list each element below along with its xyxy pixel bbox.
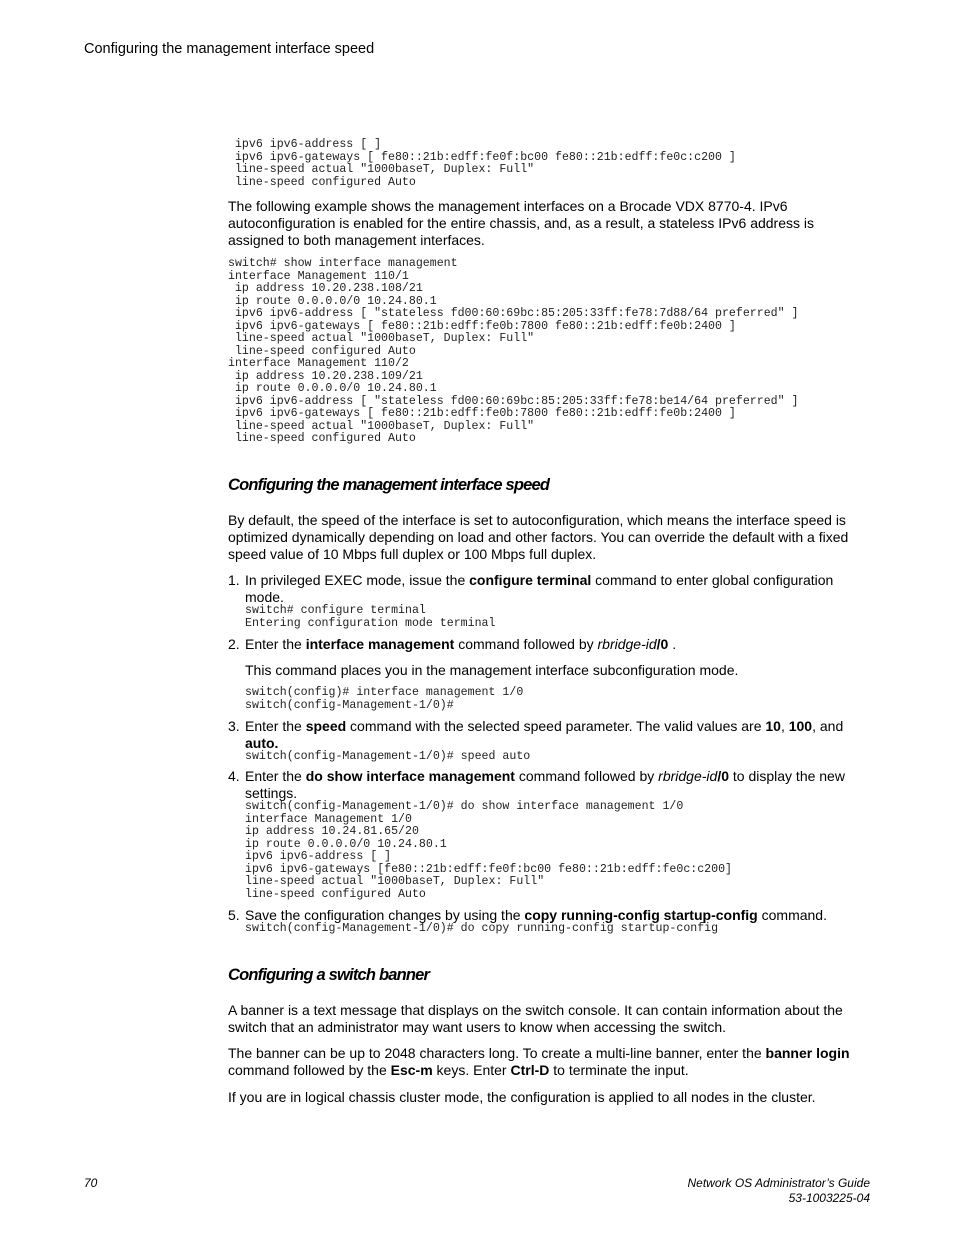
step-2-note: This command places you in the management interface subconfiguration mode. <box>245 662 739 678</box>
example-intro-paragraph: The following example shows the management interfaces on a Brocade VDX 8770-4. IPv6 autoconfiguration is enabled for the entire chassis, and, as a result, a stateless IPv6 address is assigned to both management interfaces. <box>228 198 814 248</box>
step-number: 5. <box>228 907 240 923</box>
parameter-name: rbridge-id <box>597 636 657 652</box>
code-block-ipv6-tail: ipv6 ipv6-address [ ] ipv6 ipv6-gateways [ fe80::21b:edff:fe0f:bc00 fe80::21b:edff:fe0c:c200 ] line-speed actual "1000baseT, Duplex: Full" line-speed configured Auto <box>234 138 736 189</box>
step-text: Save the configuration changes by using the copy running-config startup-config command. <box>245 907 827 923</box>
interface-speed-intro: By default, the speed of the interface is set to autoconfiguration, which means the interface speed is optimized dynamically depending on load and other factors. You can override the default with a fixed speed value of 10 Mbps full duplex or 100 Mbps full duplex. <box>228 512 849 562</box>
banner-cluster-paragraph: If you are in logical chassis cluster mode, the configuration is applied to all nodes in the cluster. <box>228 1089 816 1105</box>
banner-intro-paragraph: A banner is a text message that displays on the switch console. It can contain information about the switch that an administrator may want users to know when accessing the switch. <box>228 1002 843 1035</box>
key-name: Ctrl-D <box>510 1062 550 1078</box>
step-number: 2. <box>228 636 240 652</box>
command-name: copy running-config startup-config <box>524 907 758 923</box>
parameter-name: rbridge-id <box>658 768 718 784</box>
code-block-step-3: switch(config-Management-1/0)# speed auto <box>245 750 531 763</box>
command-name: interface management <box>305 636 455 652</box>
command-name: do show interface management <box>305 768 515 784</box>
section-heading-interface-speed: Configuring the management interface speed <box>228 476 550 494</box>
command-name: banner login <box>765 1045 850 1061</box>
doc-number: 53-1003225-04 <box>788 1191 870 1205</box>
command-name: speed <box>305 718 347 734</box>
command-name: configure terminal <box>469 572 592 588</box>
banner-length-paragraph: The banner can be up to 2048 characters long. To create a multi-line banner, enter the banner login command followed by the Esc-m keys. Enter Ctrl-D to terminate the input. <box>228 1045 850 1078</box>
running-header: Configuring the management interface speed <box>84 41 375 57</box>
code-block-step-5: switch(config-Management-1/0)# do copy running-config startup-config <box>245 922 719 935</box>
step-text: Enter the do show interface management command followed by rbridge-id/0 to display the new settings. <box>245 768 845 801</box>
code-block-step-1: switch# configure terminal Entering configuration mode terminal <box>245 604 496 630</box>
step-number: 3. <box>228 718 240 734</box>
code-block-step-2: switch(config)# interface management 1/0 switch(config-Management-1/0)# <box>245 686 524 712</box>
step-text: In privileged EXEC mode, issue the configure terminal command to enter global configuration mode. <box>245 572 834 605</box>
key-name: Esc-m <box>390 1062 433 1078</box>
step-number: 1. <box>228 572 240 588</box>
step-text: Enter the interface management command followed by rbridge-id/0 . <box>245 636 677 652</box>
page-number: 70 <box>84 1176 98 1190</box>
doc-title: Network OS Administrator’s Guide <box>687 1176 870 1190</box>
step-text: Enter the speed command with the selected speed parameter. The valid values are 10, 100, and auto. <box>245 718 844 751</box>
code-block-step-4: switch(config-Management-1/0)# do show interface management 1/0 interface Management 1/0 ip address 10.24.81.65/20 ip route 0.0.0.0/0 10.24.80.1 ipv6 ipv6-address [ ] ipv6 ipv6-gateways [fe80::21b:edff:fe0f:bc00 fe80::21b:edff:fe0c:c200] line-speed actual "1000baseT, Duplex: Full" line-speed configured Auto <box>245 800 733 901</box>
step-number: 4. <box>228 768 240 784</box>
code-block-show-interface: switch# show interface management interface Management 110/1 ip address 10.20.238.108/21 ip route 0.0.0.0/0 10.24.80.1 ipv6 ipv6-address [ "stateless fd00:60:69bc:85:205:33ff:fe78:7d88/64 preferred" ] ipv6 ipv6-gateways [ fe80::21b:edff:fe0b:7800 fe80::21b:edff:fe0b:2400 ] line-speed actual "1000baseT, Duplex: Full" line-speed configured Auto interface Management 110/2 ip address 10.20.238.109/21 ip route 0.0.0.0/0 10.24.80.1 ipv6 ipv6-address [ "stateless fd00:60:69bc:85:205:33ff:fe78:be14/64 preferred" ] ipv6 ipv6-gateways [ fe80::21b:edff:fe0b:7800 fe80::21b:edff:fe0b:2400 ] line-speed actual "1000baseT, Duplex: Full" line-speed configured Auto <box>228 257 799 445</box>
section-heading-switch-banner: Configuring a switch banner <box>228 966 430 984</box>
